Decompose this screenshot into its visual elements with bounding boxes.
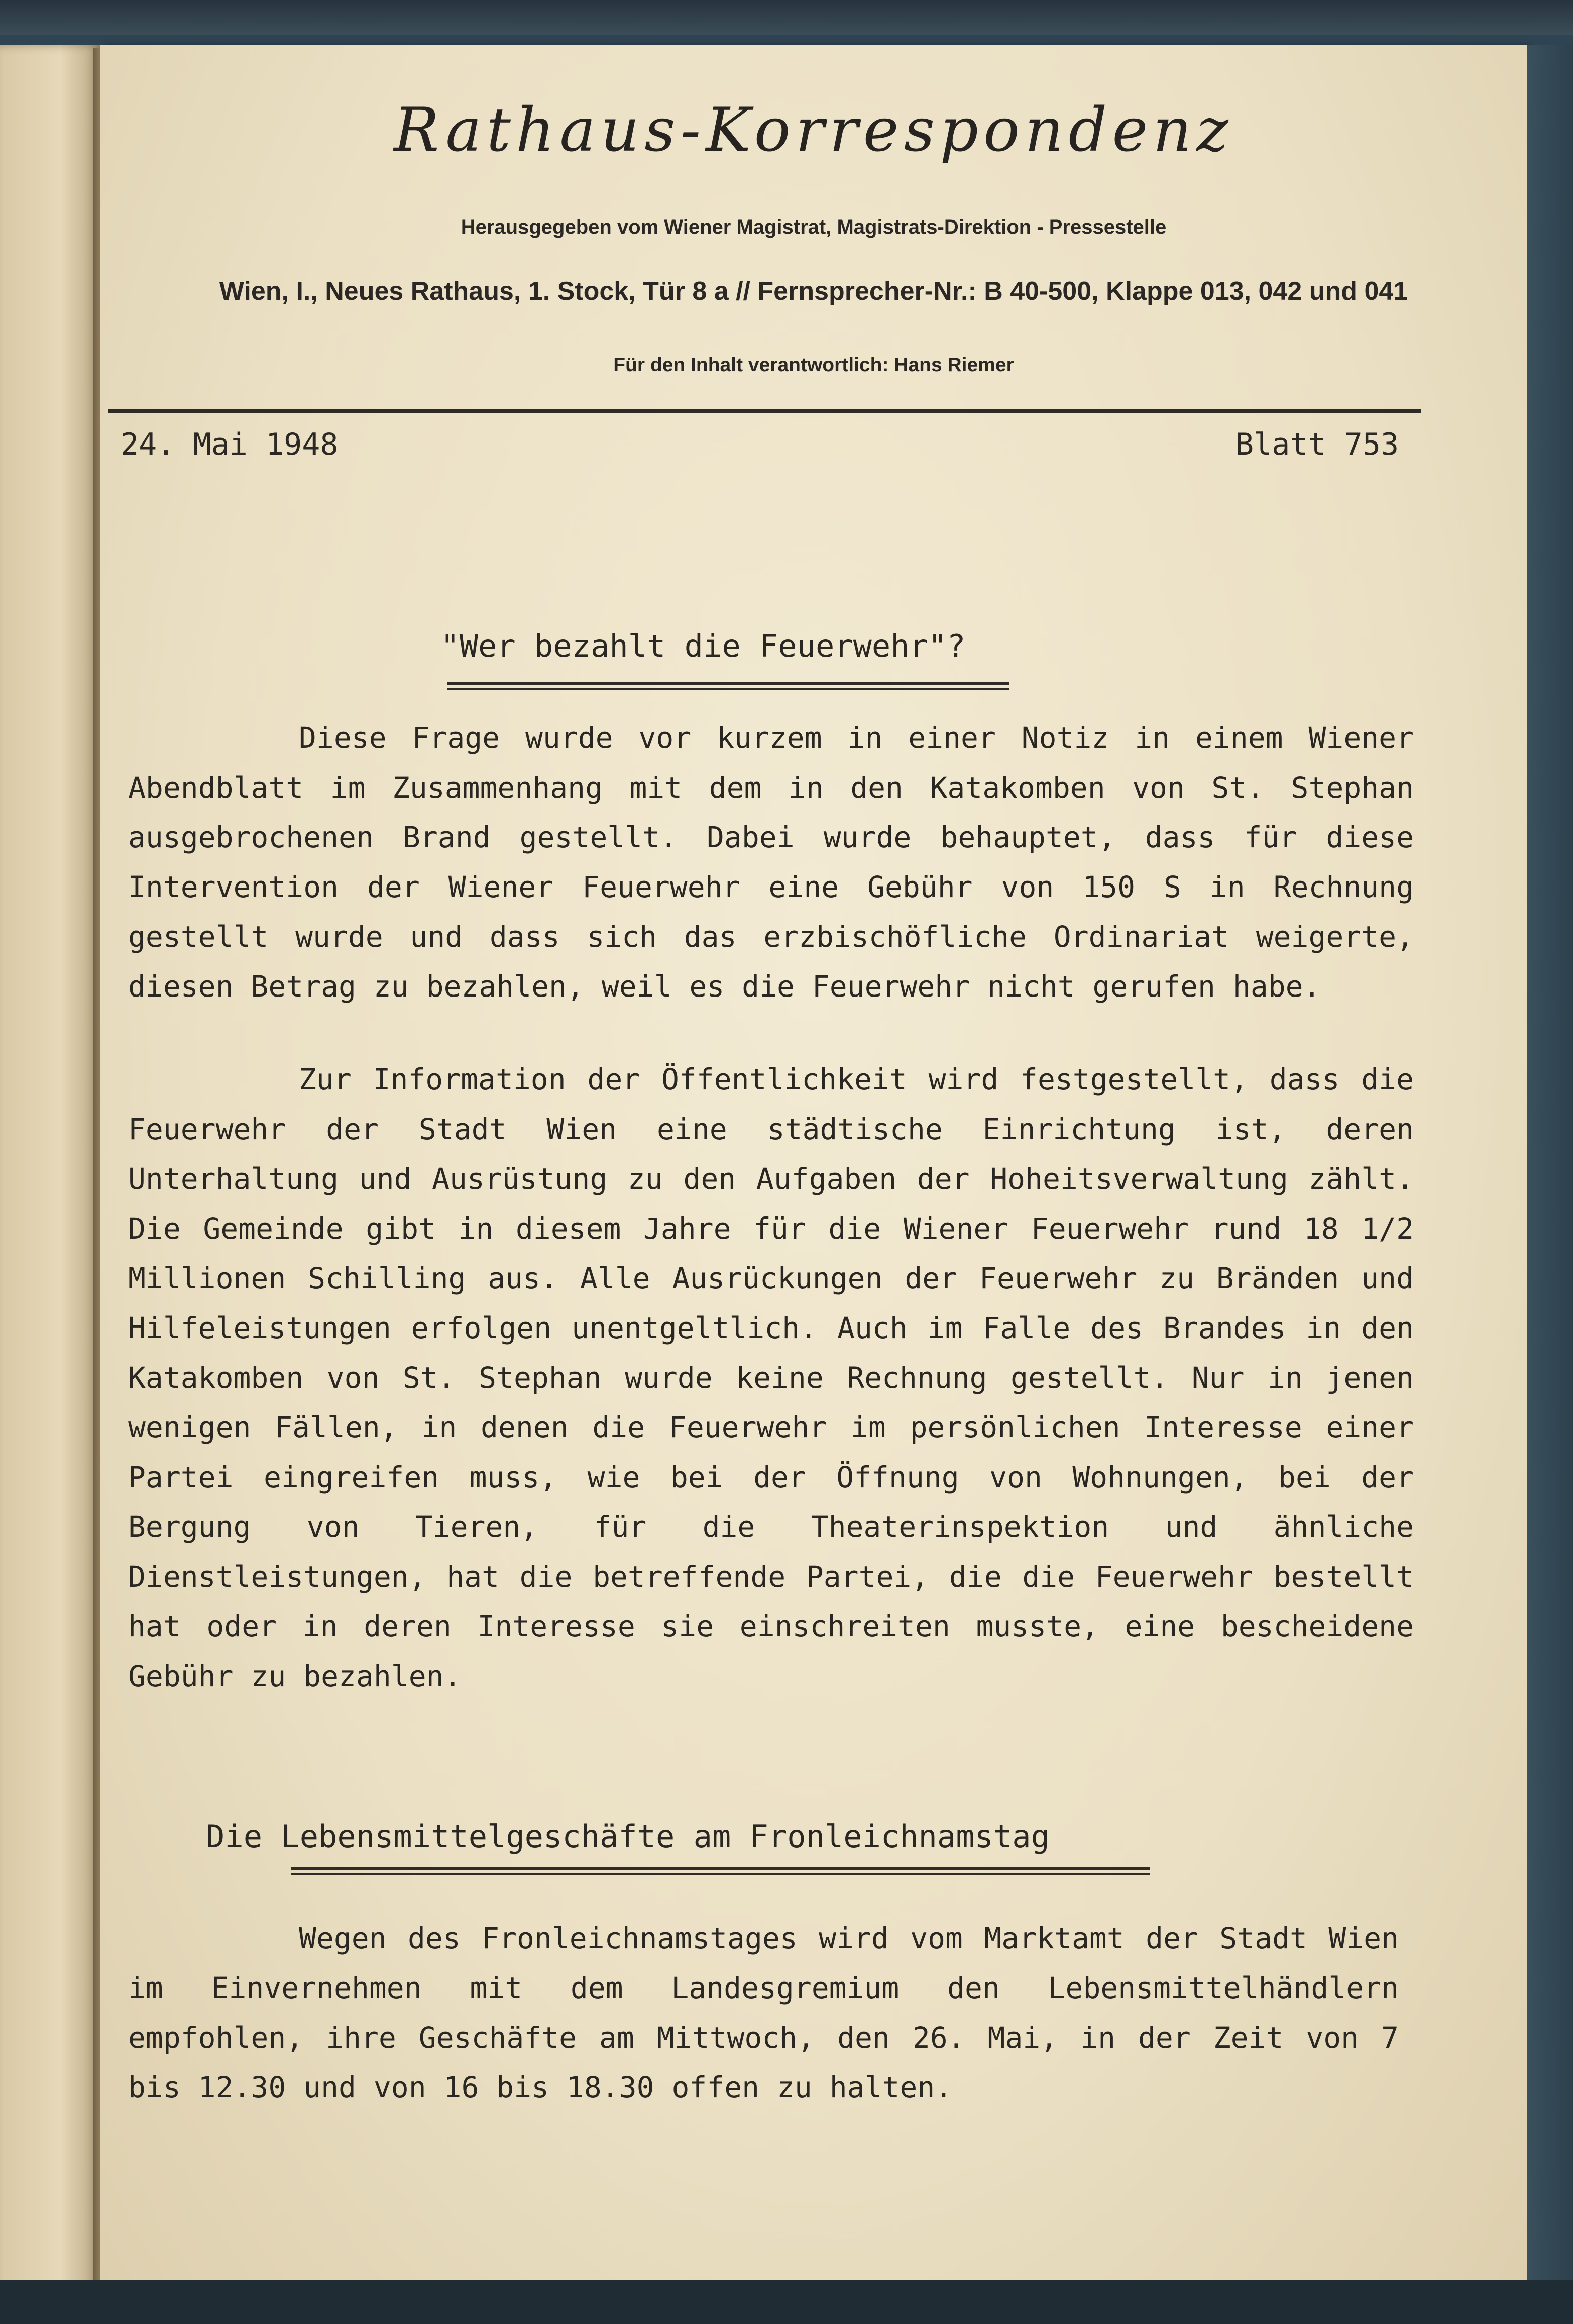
sheet-number: Blatt 753 — [1235, 427, 1399, 462]
scan-background-bottom — [0, 2280, 1573, 2324]
heading-double-underline — [291, 1866, 1150, 1877]
issue-date: 24. Mai 1948 — [121, 427, 339, 462]
article-paragraph: Zur Information der Öffentlichkeit wird festgestellt, dass die Feuerwehr der Stadt Wien eine städtische Einrichtung ist, deren Unterhaltung und Ausrüstung zu den Aufgaben der Hoheitsverwaltung zählt. Die Gemeinde gibt in diesem Jahre für die Wiener Feuerwehr rund 18 1/2 Millionen Schilling aus. Alle Ausrückungen der Feuerwehr zu Bränden und Hilfeleistungen erfolgen unentgeltlich. Auch im Falle des Brandes in den Katakomben von St. Stephan wurde keine Rechnung gestellt. Nur in jenen wenigen Fällen, in denen die Feuerwehr im persönlichen Interesse einer Partei eingreifen muss, wie bei der Öffnung von Wohnungen, bei der Bergung von Tieren, für die Theaterinspektion und ähnliche Dienstleistungen, hat die betreffende Partei, die die Feuerwehr bestellt hat oder in deren Interesse sie einschreiten musste, eine bescheidene Gebühr zu bezahlen. — [128, 1062, 1414, 1693]
article-paragraph: Diese Frage wurde vor kurzem in einer Notiz in einem Wiener Abendblatt im Zusammenhang mit dem in den Katakomben von St. Stephan ausgebrochenen Brand gestellt. Dabei wurde behauptet, dass für diese Intervention der Wiener Feuerwehr eine Gebühr von 150 S in Rechnung gestellt wurde und dass sich das erzbischöfliche Ordinariat weigerte, diesen Betrag zu bezahlen, weil es die Feuerwehr nicht gerufen habe. — [128, 721, 1414, 1004]
scan-background-top — [0, 0, 1573, 35]
masthead-publisher: Herausgegeben vom Wiener Magistrat, Magistrats-Direktion - Pressestelle — [461, 216, 1167, 238]
document-page — [100, 45, 1527, 2290]
previous-page-edge — [0, 45, 100, 2290]
masthead-responsible: Für den Inhalt verantwortlich: Hans Riemer — [613, 354, 1014, 376]
article-paragraph: Wegen des Fronleichnamstages wird vom Marktamt der Stadt Wien im Einvernehmen mit dem Landesgremium den Lebensmittelhändlern empfohlen, ihre Geschäfte am Mittwoch, den 26. Mai, in der Zeit von 7 bis 12.30 und von 16 bis 18.30 offen zu halten. — [128, 1921, 1399, 2105]
article-heading: Die Lebensmittelgeschäfte am Fronleichnamstag — [206, 1818, 1050, 1855]
scan-background-right — [1527, 45, 1573, 2290]
masthead-rule — [108, 409, 1421, 413]
masthead-title: Rathaus-Korrespondenz — [394, 95, 1233, 165]
article-heading: "Wer bezahlt die Feuerwehr"? — [440, 628, 966, 665]
heading-double-underline — [447, 681, 1009, 692]
masthead-address: Wien, I., Neues Rathaus, 1. Stock, Tür 8 a // Fernsprecher-Nr.: B 40-500, Klappe 013, 042 und 041 — [219, 277, 1408, 306]
